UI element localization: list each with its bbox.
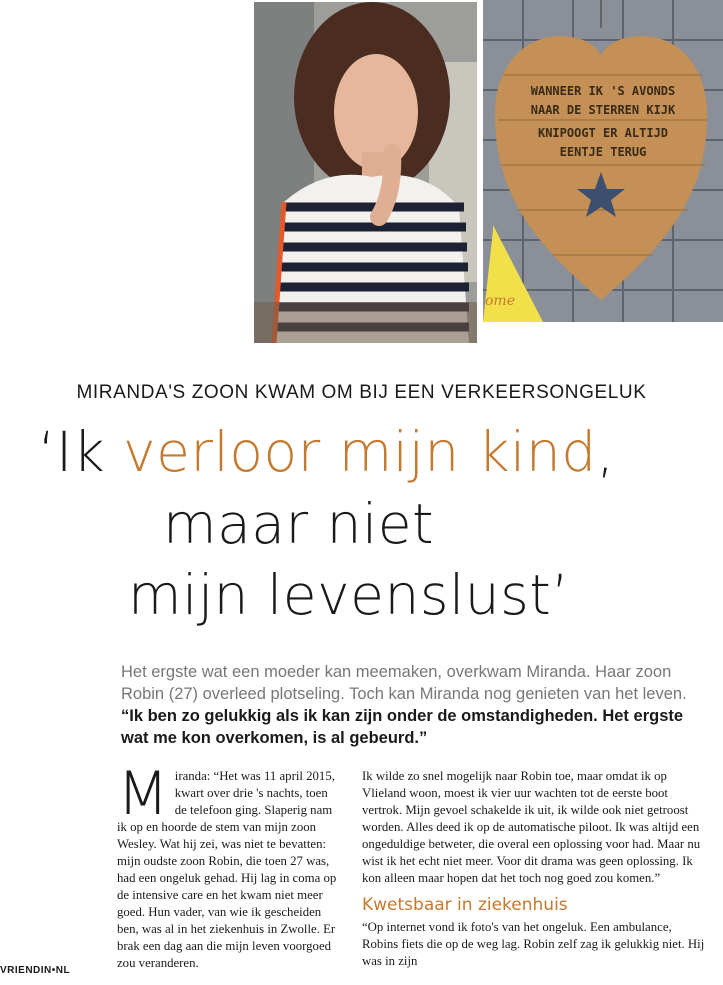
intro-bold: “Ik ben zo gelukkig als ik kan zijn onder de omstandigheden. Het ergste wat me kon overkomen, is al gebeurd.” — [121, 707, 684, 747]
headline-line-3: mijn levenslust’ — [128, 563, 570, 627]
wooden-heart-illustration — [483, 0, 723, 322]
body-col2-paragraph-2: “Op internet vond ik foto's van het ongeluk. Een ambulance, Robins fiets die op de weg lag. Robin zelf zag ik gelukkig niet. Hij was in zijn — [362, 920, 705, 968]
intro-plain: Het ergste wat een moeder kan meemaken, overkwam Miranda. Haar zoon Robin (27) overleed plotseling. Toch kan Miranda nog genieten van het leven. — [121, 663, 687, 703]
footer-site-name: VRIENDIN•NL — [0, 965, 71, 976]
subheading: Kwetsbaar in ziekenhuis — [362, 895, 568, 915]
woman-portrait-illustration — [254, 2, 477, 343]
heart-text-line-3: KNIPOOGT ER ALTIJD — [537, 126, 669, 140]
wooden-heart-photo — [483, 0, 723, 322]
body-col2-paragraph-1: Ik wilde zo snel mogelijk naar Robin toe, maar omdat ik op Vlieland woon, moest ik vier uur wachten tot de eerste boot vertrok. Mijn gevoel schakelde ik uit, ik wilde ook niet getroost worden. Alles deed ik op de automatische piloot. Ik was altijd een ongeduldige betweter, die overal een oplossing voor had. Maar nu wist ik het echt niet meer. Voor dit drama was geen oplossing. Ik kon alleen maar hopen dat het toch nog goed zou komen.” — [362, 769, 701, 885]
intro-paragraph — [121, 661, 701, 749]
heart-text-line-2: NAAR DE STERREN KIJK — [530, 103, 676, 117]
headline-line-1 — [38, 420, 615, 484]
headline-accent: verloor mijn kind — [123, 420, 597, 484]
headline-quote-open: ‘Ik — [38, 420, 124, 484]
headline-line-2: maar niet — [163, 492, 435, 556]
body-col1-text: iranda: “Het was 11 april 2015, kwart over drie 's nachts, toen de telefoon ging. Slaperig nam ik op en hoorde de stem van mijn zoon Wesley. Wat hij zei, was niet te bevatten: mijn oudste zoon Robin, die toen 27 was, had een ongeluk gehad. Hij lag in coma op de intensive care en het kwam niet meer goed. Hun vader, van wie ik gescheiden ben, was al in het ziekenhuis in Zwolle. Er brak een dag aan die mijn leven voorgoed zou veranderen. — [117, 769, 337, 970]
headline-comma: , — [596, 420, 615, 484]
body-column-1 — [117, 759, 342, 972]
kicker: MIRANDA'S ZOON KWAM OM BIJ EEN VERKEERSONGELUK — [76, 382, 647, 403]
heart-text-line-4: EENTJE TERUG — [559, 145, 647, 159]
heart-text-line-1: WANNEER IK 'S AVONDS — [530, 84, 676, 98]
card-fragment-text: ome — [485, 293, 515, 309]
woman-portrait-photo — [254, 2, 477, 343]
body-column-2 — [362, 768, 707, 970]
drop-cap: M — [117, 759, 169, 829]
